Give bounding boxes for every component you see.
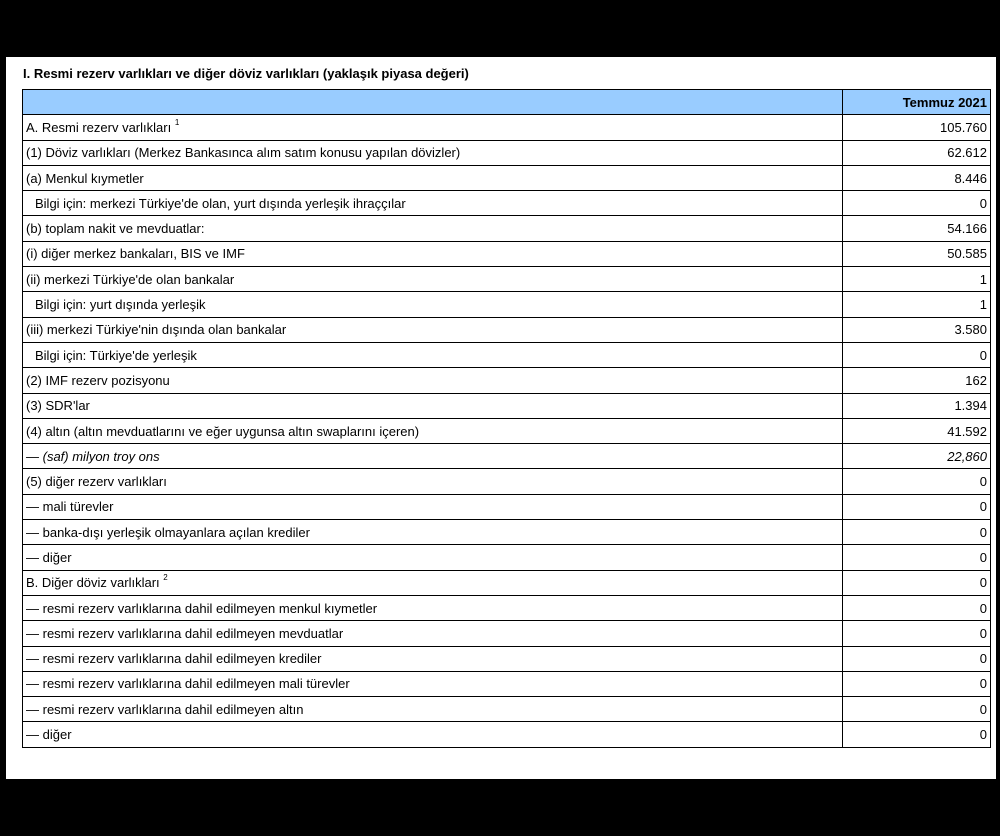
footnote-marker: 2 (163, 573, 168, 583)
row-value-cell: 22,860 (843, 444, 991, 469)
row-label: — resmi rezerv varlıklarına dahil edilmeyen menkul kıymetler (26, 600, 378, 616)
row-value-cell: 0 (843, 469, 991, 494)
row-label: (i) diğer merkez bankaları, BIS ve IMF (26, 246, 245, 262)
document-page (6, 57, 996, 779)
row-label-cell (23, 393, 843, 418)
table-body (23, 115, 991, 747)
table-row (23, 520, 991, 545)
row-label-cell (23, 317, 843, 342)
table-row (23, 570, 991, 595)
row-label: (3) SDR'lar (26, 398, 90, 414)
table-row (23, 342, 991, 367)
row-label: — diğer (26, 727, 72, 743)
row-value-cell: 0 (843, 646, 991, 671)
row-value-cell: 1.394 (843, 393, 991, 418)
row-value-cell: 1 (843, 292, 991, 317)
row-label-cell (23, 191, 843, 216)
table-row (23, 191, 991, 216)
row-label-cell (23, 722, 843, 747)
table-row (23, 671, 991, 696)
row-value-cell: 0 (843, 570, 991, 595)
table-header-row (23, 90, 991, 115)
table-row (23, 292, 991, 317)
row-value-cell: 0 (843, 697, 991, 722)
row-value-cell: 0 (843, 191, 991, 216)
row-label: — resmi rezerv varlıklarına dahil edilmeyen mali türevler (26, 676, 350, 692)
row-label: A. Resmi rezerv varlıkları (26, 119, 172, 135)
row-value-cell: 0 (843, 342, 991, 367)
row-label: (5) diğer rezerv varlıkları (26, 474, 167, 490)
row-label-cell (23, 140, 843, 165)
table-row (23, 140, 991, 165)
row-value-cell: 62.612 (843, 140, 991, 165)
table-row (23, 444, 991, 469)
row-value-cell: 54.166 (843, 216, 991, 241)
table-row (23, 241, 991, 266)
table-row (23, 368, 991, 393)
table-row (23, 418, 991, 443)
row-value-cell: 162 (843, 368, 991, 393)
row-label-cell (23, 292, 843, 317)
header-blank-cell (23, 90, 843, 115)
row-label-cell (23, 444, 843, 469)
table-row (23, 393, 991, 418)
row-label-cell (23, 241, 843, 266)
row-label-cell (23, 621, 843, 646)
row-value-cell: 50.585 (843, 241, 991, 266)
table-row (23, 216, 991, 241)
row-label: — resmi rezerv varlıklarına dahil edilmeyen mevduatlar (26, 625, 344, 641)
row-label-cell (23, 697, 843, 722)
row-value-cell: 0 (843, 595, 991, 620)
row-value-cell: 8.446 (843, 165, 991, 190)
table-row (23, 545, 991, 570)
footnote-marker: 1 (174, 117, 180, 127)
row-label: — banka-dışı yerleşik olmayanlara açılan krediler (26, 524, 310, 540)
row-label-cell (23, 545, 843, 570)
table-row (23, 165, 991, 190)
table-row (23, 115, 991, 140)
row-value-cell: 0 (843, 520, 991, 545)
row-label: (ii) merkezi Türkiye'de olan bankalar (26, 271, 235, 287)
row-label: (b) toplam nakit ve mevduatlar: (26, 221, 205, 237)
row-label-cell (23, 165, 843, 190)
row-label: (2) IMF rezerv pozisyonu (26, 372, 170, 388)
row-label-cell (23, 671, 843, 696)
row-value-cell: 0 (843, 671, 991, 696)
row-label-cell (23, 570, 843, 595)
row-label: Bilgi için: yurt dışında yerleşik (35, 297, 206, 313)
row-label: Bilgi için: merkezi Türkiye'de olan, yurt dışında yerleşik ihraççılar (35, 195, 406, 211)
table-row (23, 697, 991, 722)
row-label: B. Diğer döviz varlıkları (26, 575, 160, 591)
row-label: — mali türevler (26, 499, 114, 515)
table-row (23, 722, 991, 747)
row-value-cell: 0 (843, 621, 991, 646)
row-label: Bilgi için: Türkiye'de yerleşik (35, 347, 197, 363)
row-value-cell: 3.580 (843, 317, 991, 342)
row-value-cell: 0 (843, 545, 991, 570)
column-header-period: Temmuz 2021 (843, 90, 991, 115)
row-value-cell: 0 (843, 494, 991, 519)
table-row (23, 267, 991, 292)
row-label-cell (23, 342, 843, 367)
row-label-cell (23, 520, 843, 545)
table-row (23, 317, 991, 342)
row-label: (a) Menkul kıymetler (26, 170, 144, 186)
table-row (23, 621, 991, 646)
row-label-cell (23, 216, 843, 241)
row-label-cell (23, 368, 843, 393)
row-label: — (saf) milyon troy ons (26, 448, 160, 464)
row-value-cell: 0 (843, 722, 991, 747)
row-label-cell (23, 595, 843, 620)
row-label: (4) altın (altın mevduatlarını ve eğer uygunsa altın swaplarını içeren) (26, 423, 420, 439)
row-label-cell (23, 267, 843, 292)
row-label: — resmi rezerv varlıklarına dahil edilmeyen altın (26, 701, 304, 717)
row-value-cell: 1 (843, 267, 991, 292)
table-row (23, 595, 991, 620)
row-label: (iii) merkezi Türkiye'nin dışında olan bankalar (26, 322, 287, 338)
row-value-cell: 41.592 (843, 418, 991, 443)
row-label-cell (23, 646, 843, 671)
table-row (23, 494, 991, 519)
row-label-cell (23, 418, 843, 443)
table-row (23, 469, 991, 494)
row-label-cell (23, 115, 843, 140)
row-label: (1) Döviz varlıkları (Merkez Bankasınca alım satım konusu yapılan dövizler) (26, 145, 461, 161)
row-label-cell (23, 494, 843, 519)
reserves-table (22, 89, 991, 748)
table-title: I. Resmi rezerv varlıkları ve diğer döviz varlıkları (yaklaşık piyasa değeri) (23, 66, 469, 81)
row-label-cell (23, 469, 843, 494)
row-label: — diğer (26, 549, 72, 565)
table-row (23, 646, 991, 671)
row-value-cell: 105.760 (843, 115, 991, 140)
row-label: — resmi rezerv varlıklarına dahil edilmeyen krediler (26, 651, 322, 667)
